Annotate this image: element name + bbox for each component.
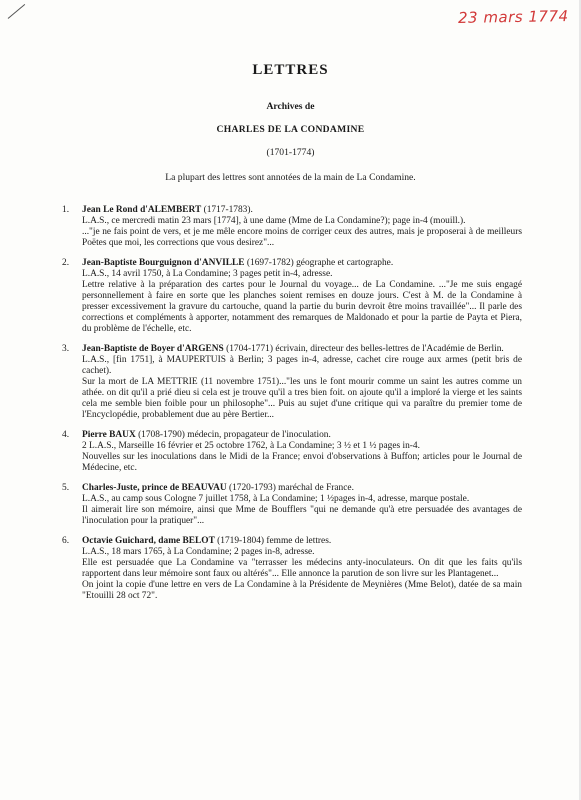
entry-heading: [82, 430, 522, 441]
entry-number: 5.: [62, 483, 70, 493]
entry-heading: [82, 344, 522, 355]
letter-entry: [62, 536, 522, 602]
entry-description: Sur la mort de LA METTRIE (11 novembre 1751)..."les uns le font mourir comme un saint les autres comme un athée. on dit qu'il a prié dieu si cela est je trouve qu'il a tres bien foit. on ajoute qu'il a imploré la vierge et les saints cela me semble bien foible pour un philosophe"... Puis au sujet d'une critique qui va paraître du premier tome de l'Encyclopédie, probablement due au père Bertier...: [82, 377, 522, 420]
entry-description: L.A.S., [fin 1751], à MAUPERTUIS à Berlin; 3 pages in-4, adresse, cachet cire rouge aux armes (petit bris de cachet).: [82, 355, 522, 376]
correspondent-name: Charles-Juste, prince de BEAUVAU: [82, 483, 227, 493]
entry-heading: [82, 536, 522, 547]
archive-dates: (1701-1774): [266, 147, 315, 158]
archives-subtitle: Archives de: [266, 101, 315, 112]
letter-entry: [62, 258, 522, 335]
entry-description: Il aimerait lire son mémoire, ainsi que Mme de Boufflers "qui ne demande qu'à etre persuadée des avantages de l'inoculation pour la pratiquer"...: [82, 505, 522, 526]
archive-name: CHARLES DE LA CONDAMINE: [216, 124, 365, 135]
letter-list: [62, 205, 522, 611]
correspondent-details: (1697-1782) géographe et cartographe.: [244, 258, 394, 268]
entry-description: L.A.S., 18 mars 1765, à La Condamine; 2 pages in-8, adresse.: [82, 547, 315, 557]
entry-number: 2.: [62, 258, 70, 268]
entry-description: L.A.S., au camp sous Cologne 7 juillet 1758, à La Condamine; 1 ½pages in-4, adresse, marque postale.: [82, 494, 470, 504]
page-title: LETTRES: [252, 62, 329, 78]
letter-entry: [62, 483, 522, 527]
entry-heading: [82, 205, 522, 216]
correspondent-name: Jean Le Rond d'ALEMBERT: [82, 205, 202, 215]
entry-description: Nouvelles sur les inoculations dans le Midi de la France; envoi d'observations à Buffon; articles pour le Journal de Médecine, etc.: [82, 452, 522, 473]
annotation-note: La plupart des lettres sont annotées de la main de La Condamine.: [165, 172, 416, 183]
entry-description: 2 L.A.S., Marseille 16 février et 25 octobre 1762, à La Condamine; 3 ½ et 1 ½ pages in-4.: [82, 441, 420, 451]
correspondent-details: (1720-1793) maréchal de France.: [226, 483, 354, 493]
letter-entry: [62, 205, 522, 249]
correspondent-details: (1719-1804) femme de lettres.: [214, 536, 332, 546]
entry-description: L.A.S., ce mercredi matin 23 mars [1774], à une dame (Mme de La Condamine?); page in-4 (mouill.).: [82, 216, 466, 226]
correspondent-name: Jean-Baptiste de Boyer d'ARGENS: [82, 344, 224, 354]
entry-description: L.A.S., 14 avril 1750, à La Condamine; 3 pages petit in-4, adresse.: [82, 269, 333, 279]
entry-number: 1.: [62, 205, 70, 215]
correspondent-details: (1717-1783).: [201, 205, 253, 215]
entry-number: 4.: [62, 430, 70, 440]
entry-description: Lettre relative à la préparation des cartes pour le Journal du voyage... de La Condamine. ..."Je me suis engagé personnellement à faire en sorte que les planches soient remises en douze jours. C'est à M. de la Condamine à presser excessivement la gravure du cartouche, quand la partie du burin devroit être moins travaillée"... Il parle des corrections et compléments à apporter, notamment des remarques de Maldonado et pour la partie de Payta et Piera, du problème de l'échelle, etc.: [82, 280, 522, 334]
correspondent-name: Octavie Guichard, dame BELOT: [82, 536, 215, 546]
correspondent-details: (1704-1771) écrivain, directeur des belles-lettres de l'Académie de Berlin.: [223, 344, 504, 354]
entry-description: ..."je ne fais point de vers, et je me mêle encore moins de corriger ceux des autres, mais je proposerai à de meilleurs Poëtes que moi, les corrections que vous desirez"...: [82, 227, 522, 248]
corner-pen-mark: [8, 4, 25, 19]
entry-number: 6.: [62, 536, 70, 546]
correspondent-name: Pierre BAUX: [82, 430, 136, 440]
handwritten-date: 23 mars 1774: [458, 7, 570, 27]
entry-number: 3.: [62, 344, 70, 354]
entry-description: On joint la copie d'une lettre en vers de La Condamine à la Présidente de Meynières (Mme Belot), datée de sa main "Etouilli 28 oct 72".: [82, 580, 522, 601]
entry-heading: [82, 483, 522, 494]
entry-heading: [82, 258, 522, 269]
letter-entry: [62, 430, 522, 474]
correspondent-details: (1708-1790) médecin, propagateur de l'inoculation.: [135, 430, 331, 440]
entry-description: Elle est persuadée que La Condamine va "terrasser les médecins anty-inoculateurs. On dit que les faits qu'ils rapportent dans leur mémoire sont faux ou altérés"... Elle annonce la parution de son livre sur les Plantagenet...: [82, 558, 522, 579]
correspondent-name: Jean-Baptiste Bourguignon d'ANVILLE: [82, 258, 245, 268]
letter-entry: [62, 344, 522, 421]
